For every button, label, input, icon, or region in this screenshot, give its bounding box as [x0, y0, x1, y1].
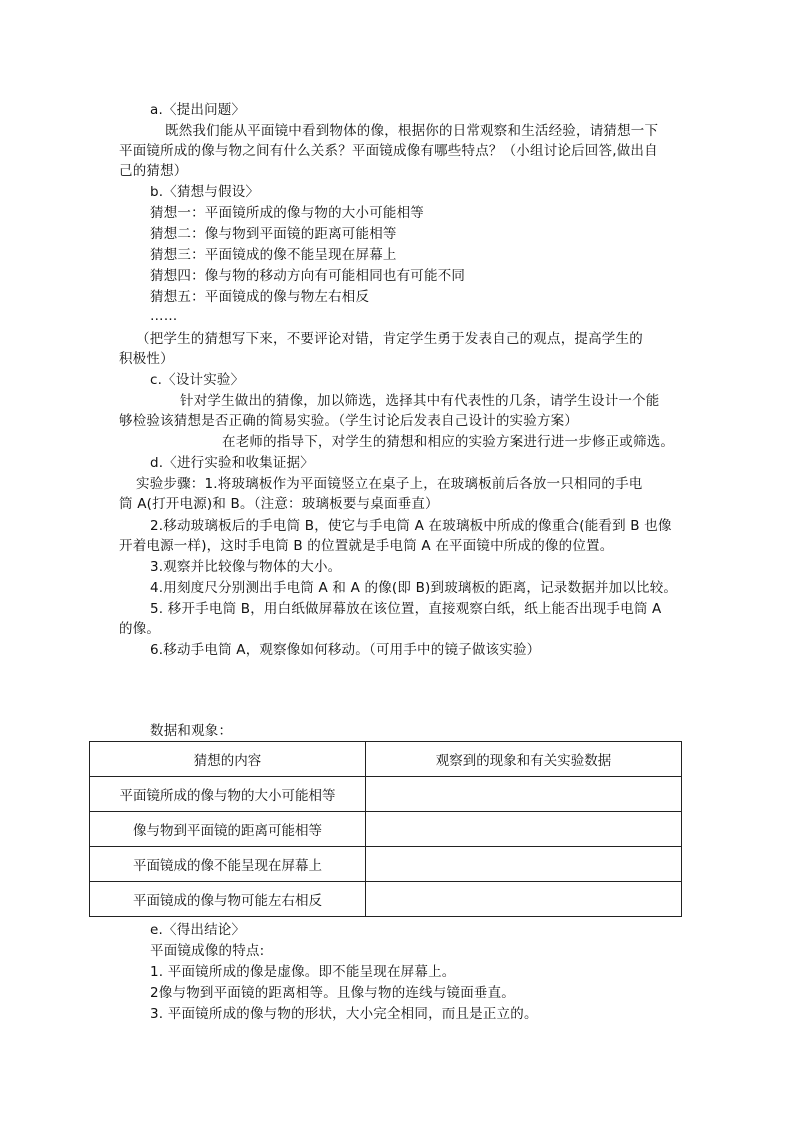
section-c-line: 针对学生做出的猜像，加以筛选，选择其中有代表性的几条，请学生设计一个能: [180, 393, 660, 409]
section-c-line: 在老师的指导下，对学生的猜想和相应的实验方案进行进一步修正或筛选。: [222, 434, 675, 450]
section-a-heading: a.〈提出问题〉: [150, 102, 246, 118]
experiment-step: 3.观察并比较像与物体的大小。: [150, 559, 342, 575]
guess-item: 猜想二：像与物到平面镜的距离可能相等: [150, 226, 397, 242]
section-c-line: 够检验该猜想是否正确的简易实验。（学生讨论后发表自己设计的实验方案）: [119, 413, 579, 429]
table-cell: 平面镜成的像与物可能左右相反: [90, 882, 366, 917]
ellipsis-text: ……: [150, 308, 178, 324]
guess-item: 猜想一：平面镜所成的像与物的大小可能相等: [150, 205, 424, 221]
experiment-step: 开着电源一样)，这时手电筒 B 的位置就是手电筒 A 在平面镜中所成的像的位置。: [119, 538, 614, 554]
conclusion-item: 1. 平面镜所成的像是虚像。即不能呈现在屏幕上。: [150, 964, 456, 980]
observation-table: [89, 741, 682, 917]
table-cell: 平面镜成的像不能呈现在屏幕上: [90, 847, 366, 882]
table-header-cell: 观察到的现象和有关实验数据: [366, 742, 682, 777]
table-header-row: [90, 742, 682, 777]
experiment-step: 5. 移开手电筒 B，用白纸做屏幕放在该位置，直接观察白纸，纸上能否出现手电筒 A: [150, 601, 662, 617]
table-caption: 数据和观象：: [150, 723, 233, 739]
table-row: [90, 847, 682, 882]
guess-item: 猜想四：像与物的移动方向有可能相同也有可能不同: [150, 268, 466, 284]
experiment-step: 6.移动手电筒 A，观察像如何移动。（可用手中的镜子做该实验）: [150, 642, 541, 658]
conclusion-item: 3. 平面镜所成的像与物的形状，大小完全相同，而且是正立的。: [150, 1006, 538, 1022]
experiment-step: 的像。: [119, 621, 161, 637]
table-cell[interactable]: [366, 812, 682, 847]
conclusion-item: 2像与物到平面镜的距离相等。且像与物的连线与镜面垂直。: [150, 985, 515, 1001]
table-cell[interactable]: [366, 882, 682, 917]
section-e-heading: e.〈得出结论〉: [150, 922, 246, 938]
table-row: [90, 812, 682, 847]
teacher-note: 积极性）: [119, 351, 174, 367]
section-a-line: 己的猜想）: [119, 163, 188, 179]
section-a-line: 平面镜所成的像与物之间有什么关系？平面镜成像有哪些特点？（小组讨论后回答,做出自: [119, 143, 658, 159]
experiment-step: 筒 A(打开电源)和 B。（注意：玻璃板要与桌面垂直）: [119, 496, 439, 512]
table-cell[interactable]: [366, 847, 682, 882]
table-cell: 平面镜所成的像与物的大小可能相等: [90, 777, 366, 812]
section-d-heading: d.〈进行实验和收集证据〉: [150, 455, 314, 471]
table-row: [90, 777, 682, 812]
table-cell[interactable]: [366, 777, 682, 812]
table-cell: 像与物到平面镜的距离可能相等: [90, 812, 366, 847]
experiment-step: 2.移动玻璃板后的手电筒 B，使它与手电筒 A 在玻璃板中所成的像重合(能看到 B 也像: [150, 518, 672, 534]
conclusion-intro: 平面镜成像的特点:: [150, 943, 265, 959]
experiment-step: 4.用刻度尺分别测出手电筒 A 和 A 的像(即 B)到玻璃板的距离，记录数据并加以比较。: [150, 580, 678, 596]
table-header-cell: 猜想的内容: [90, 742, 366, 777]
table-row: [90, 882, 682, 917]
teacher-note: （把学生的猜想写下来，不要评论对错，肯定学生勇于发表自己的观点，提高学生的: [136, 331, 643, 347]
guess-item: 猜想五：平面镜成的像与物左右相反: [150, 289, 370, 305]
section-a-line: 既然我们能从平面镜中看到物体的像，根据你的日常观察和生活经验，请猜想一下: [165, 123, 659, 139]
section-c-heading: c.〈设计实验〉: [150, 372, 245, 388]
section-b-heading: b.〈猜想与假设〉: [150, 184, 260, 200]
experiment-step: 实验步骤：1.将玻璃板作为平面镜竖立在桌子上，在玻璃板前后各放一只相同的手电: [136, 476, 643, 492]
guess-item: 猜想三：平面镜成的像不能呈现在屏幕上: [150, 247, 397, 263]
